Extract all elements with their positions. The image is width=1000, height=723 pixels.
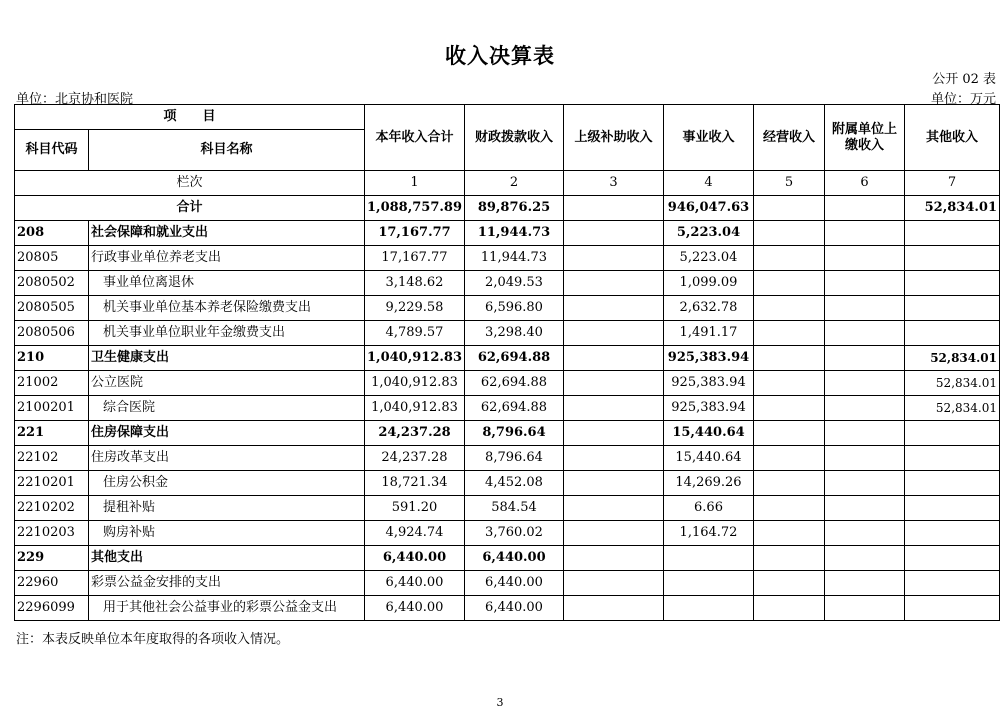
amount-cell <box>754 321 825 346</box>
seq-4: 4 <box>664 171 754 196</box>
subject-code: 2080506 <box>15 321 89 346</box>
table-row <box>15 321 1000 346</box>
total-value: 52,834.01 <box>905 196 1000 221</box>
total-value <box>825 196 905 221</box>
amount-cell: 925,383.94 <box>664 371 754 396</box>
header-col-6-text: 附属单位上缴收入 <box>831 121 897 153</box>
subject-name: 购房补贴 <box>89 521 365 546</box>
amount-cell <box>754 571 825 596</box>
amount-cell: 925,383.94 <box>664 396 754 421</box>
seq-label: 栏次 <box>15 171 365 196</box>
amount-cell <box>905 221 1000 246</box>
subject-code: 210 <box>15 346 89 371</box>
table-row <box>15 371 1000 396</box>
amount-cell: 52,834.01 <box>905 346 1000 371</box>
seq-row <box>15 171 1000 196</box>
amount-cell <box>754 596 825 621</box>
amount-cell: 584.54 <box>465 496 564 521</box>
amount-cell: 6,440.00 <box>365 571 465 596</box>
subject-code: 2210201 <box>15 471 89 496</box>
amount-cell: 591.20 <box>365 496 465 521</box>
subject-name: 彩票公益金安排的支出 <box>89 571 365 596</box>
amount-cell <box>825 371 905 396</box>
amount-cell <box>825 271 905 296</box>
table-row <box>15 396 1000 421</box>
amount-cell: 1,040,912.83 <box>365 371 465 396</box>
subject-name: 事业单位离退休 <box>89 271 365 296</box>
subject-code: 21002 <box>15 371 89 396</box>
amount-cell: 3,148.62 <box>365 271 465 296</box>
total-value: 1,088,757.89 <box>365 196 465 221</box>
amount-cell: 52,834.01 <box>905 396 1000 421</box>
amount-cell: 1,099.09 <box>664 271 754 296</box>
subject-name: 公立医院 <box>89 371 365 396</box>
amount-cell <box>564 371 664 396</box>
amount-cell <box>754 296 825 321</box>
table-row <box>15 596 1000 621</box>
total-label: 合计 <box>15 196 365 221</box>
amount-cell: 52,834.01 <box>905 371 1000 396</box>
amount-cell <box>754 421 825 446</box>
amount-cell <box>754 396 825 421</box>
table-row <box>15 246 1000 271</box>
seq-1: 1 <box>365 171 465 196</box>
amount-cell <box>825 546 905 571</box>
amount-cell <box>564 296 664 321</box>
amount-cell <box>754 521 825 546</box>
amount-cell <box>905 471 1000 496</box>
amount-cell: 6,440.00 <box>465 546 564 571</box>
amount-cell: 18,721.34 <box>365 471 465 496</box>
header-col-5: 经营收入 <box>754 105 825 171</box>
amount-cell <box>825 296 905 321</box>
table-row <box>15 346 1000 371</box>
subject-code: 229 <box>15 546 89 571</box>
page-number: 3 <box>496 696 504 709</box>
subject-code: 2080505 <box>15 296 89 321</box>
subject-code: 2210202 <box>15 496 89 521</box>
amount-cell: 9,229.58 <box>365 296 465 321</box>
header-col-2: 财政拨款收入 <box>465 105 564 171</box>
amount-cell <box>564 521 664 546</box>
amount-cell <box>564 496 664 521</box>
amount-cell: 5,223.04 <box>664 221 754 246</box>
amount-cell: 6,440.00 <box>365 596 465 621</box>
amount-cell: 3,760.02 <box>465 521 564 546</box>
amount-cell <box>754 271 825 296</box>
table-row <box>15 296 1000 321</box>
total-value <box>754 196 825 221</box>
amount-cell <box>905 571 1000 596</box>
amount-cell <box>754 471 825 496</box>
seq-3: 3 <box>564 171 664 196</box>
amount-cell: 925,383.94 <box>664 346 754 371</box>
subject-code: 2100201 <box>15 396 89 421</box>
subject-name: 住房改革支出 <box>89 446 365 471</box>
amount-cell <box>905 421 1000 446</box>
amount-cell: 17,167.77 <box>365 246 465 271</box>
table-row <box>15 471 1000 496</box>
amount-cell <box>825 421 905 446</box>
amount-cell <box>905 321 1000 346</box>
form-number: 公开 02 表 <box>932 72 996 87</box>
total-row <box>15 196 1000 221</box>
amount-cell: 17,167.77 <box>365 221 465 246</box>
header-col-7: 其他收入 <box>905 105 1000 171</box>
amount-cell: 6,440.00 <box>465 596 564 621</box>
amount-cell <box>825 246 905 271</box>
subject-name: 住房公积金 <box>89 471 365 496</box>
seq-6: 6 <box>825 171 905 196</box>
amount-cell: 8,796.64 <box>465 421 564 446</box>
amount-cell: 15,440.64 <box>664 446 754 471</box>
amount-cell: 6,440.00 <box>365 546 465 571</box>
amount-cell <box>754 496 825 521</box>
amount-cell <box>664 596 754 621</box>
amount-cell: 11,944.73 <box>465 221 564 246</box>
subject-name: 其他支出 <box>89 546 365 571</box>
amount-cell <box>905 596 1000 621</box>
amount-cell <box>564 271 664 296</box>
amount-cell: 24,237.28 <box>365 446 465 471</box>
amount-cell <box>825 471 905 496</box>
footnote: 注：本表反映单位本年度取得的各项收入情况。 <box>16 632 290 647</box>
amount-cell <box>905 271 1000 296</box>
header-col-3: 上级补助收入 <box>564 105 664 171</box>
amount-cell: 24,237.28 <box>365 421 465 446</box>
amount-cell: 62,694.88 <box>465 371 564 396</box>
amount-cell: 11,944.73 <box>465 246 564 271</box>
total-value: 89,876.25 <box>465 196 564 221</box>
subject-name: 社会保障和就业支出 <box>89 221 365 246</box>
amount-cell <box>825 396 905 421</box>
amount-cell: 6.66 <box>664 496 754 521</box>
amount-cell <box>664 546 754 571</box>
amount-cell <box>564 471 664 496</box>
header-col-1: 本年收入合计 <box>365 105 465 171</box>
header-name: 科目名称 <box>89 130 365 171</box>
amount-cell: 1,491.17 <box>664 321 754 346</box>
table-row <box>15 496 1000 521</box>
amount-cell: 4,789.57 <box>365 321 465 346</box>
amount-cell <box>564 346 664 371</box>
subject-name: 住房保障支出 <box>89 421 365 446</box>
amount-cell: 62,694.88 <box>465 396 564 421</box>
amount-cell <box>564 246 664 271</box>
amount-cell: 3,298.40 <box>465 321 564 346</box>
unit-organization: 单位：北京协和医院 <box>16 92 134 107</box>
amount-cell <box>825 571 905 596</box>
amount-cell: 1,040,912.83 <box>365 346 465 371</box>
header-item: 项 目 <box>15 105 365 130</box>
header-code: 科目代码 <box>15 130 89 171</box>
subject-code: 208 <box>15 221 89 246</box>
amount-cell <box>754 371 825 396</box>
amount-cell <box>905 446 1000 471</box>
amount-cell: 1,164.72 <box>664 521 754 546</box>
amount-cell <box>905 521 1000 546</box>
amount-cell <box>564 546 664 571</box>
amount-cell <box>825 321 905 346</box>
amount-cell <box>754 546 825 571</box>
subject-code: 2296099 <box>15 596 89 621</box>
income-table <box>14 104 1000 621</box>
amount-cell <box>905 496 1000 521</box>
amount-cell: 4,452.08 <box>465 471 564 496</box>
amount-cell: 15,440.64 <box>664 421 754 446</box>
seq-2: 2 <box>465 171 564 196</box>
table-row <box>15 221 1000 246</box>
amount-cell <box>564 396 664 421</box>
amount-cell <box>754 246 825 271</box>
amount-cell <box>664 571 754 596</box>
subject-name: 综合医院 <box>89 396 365 421</box>
amount-cell: 1,040,912.83 <box>365 396 465 421</box>
header-col-6 <box>825 105 905 171</box>
amount-cell <box>564 596 664 621</box>
amount-cell <box>905 246 1000 271</box>
subject-code: 22960 <box>15 571 89 596</box>
amount-cell <box>825 221 905 246</box>
amount-cell: 14,269.26 <box>664 471 754 496</box>
subject-name: 用于其他社会公益事业的彩票公益金支出 <box>89 596 365 621</box>
unit-currency: 单位：万元 <box>930 92 996 107</box>
subject-name: 提租补贴 <box>89 496 365 521</box>
amount-cell <box>825 496 905 521</box>
subject-code: 22102 <box>15 446 89 471</box>
amount-cell <box>905 296 1000 321</box>
amount-cell: 6,440.00 <box>465 571 564 596</box>
seq-7: 7 <box>905 171 1000 196</box>
amount-cell <box>754 221 825 246</box>
subject-code: 2210203 <box>15 521 89 546</box>
report-title: 收入决算表 <box>445 43 555 68</box>
subject-name: 机关事业单位职业年金缴费支出 <box>89 321 365 346</box>
total-value: 946,047.63 <box>664 196 754 221</box>
table-row <box>15 446 1000 471</box>
seq-5: 5 <box>754 171 825 196</box>
table-row <box>15 546 1000 571</box>
table-row <box>15 421 1000 446</box>
subject-code: 20805 <box>15 246 89 271</box>
amount-cell: 6,596.80 <box>465 296 564 321</box>
subject-name: 机关事业单位基本养老保险缴费支出 <box>89 296 365 321</box>
table-row <box>15 571 1000 596</box>
amount-cell: 62,694.88 <box>465 346 564 371</box>
table-row <box>15 521 1000 546</box>
total-value <box>564 196 664 221</box>
amount-cell <box>564 321 664 346</box>
amount-cell <box>825 346 905 371</box>
amount-cell <box>825 446 905 471</box>
subject-name: 行政事业单位养老支出 <box>89 246 365 271</box>
amount-cell <box>564 221 664 246</box>
subject-name: 卫生健康支出 <box>89 346 365 371</box>
subject-code: 221 <box>15 421 89 446</box>
amount-cell <box>905 546 1000 571</box>
amount-cell: 4,924.74 <box>365 521 465 546</box>
amount-cell <box>754 446 825 471</box>
table-row <box>15 271 1000 296</box>
amount-cell <box>754 346 825 371</box>
amount-cell <box>564 571 664 596</box>
amount-cell: 2,632.78 <box>664 296 754 321</box>
header-row-1 <box>15 105 1000 130</box>
subject-code: 2080502 <box>15 271 89 296</box>
amount-cell <box>825 521 905 546</box>
header-col-4: 事业收入 <box>664 105 754 171</box>
amount-cell: 8,796.64 <box>465 446 564 471</box>
amount-cell <box>564 421 664 446</box>
amount-cell: 2,049.53 <box>465 271 564 296</box>
amount-cell <box>825 596 905 621</box>
amount-cell <box>564 446 664 471</box>
amount-cell: 5,223.04 <box>664 246 754 271</box>
